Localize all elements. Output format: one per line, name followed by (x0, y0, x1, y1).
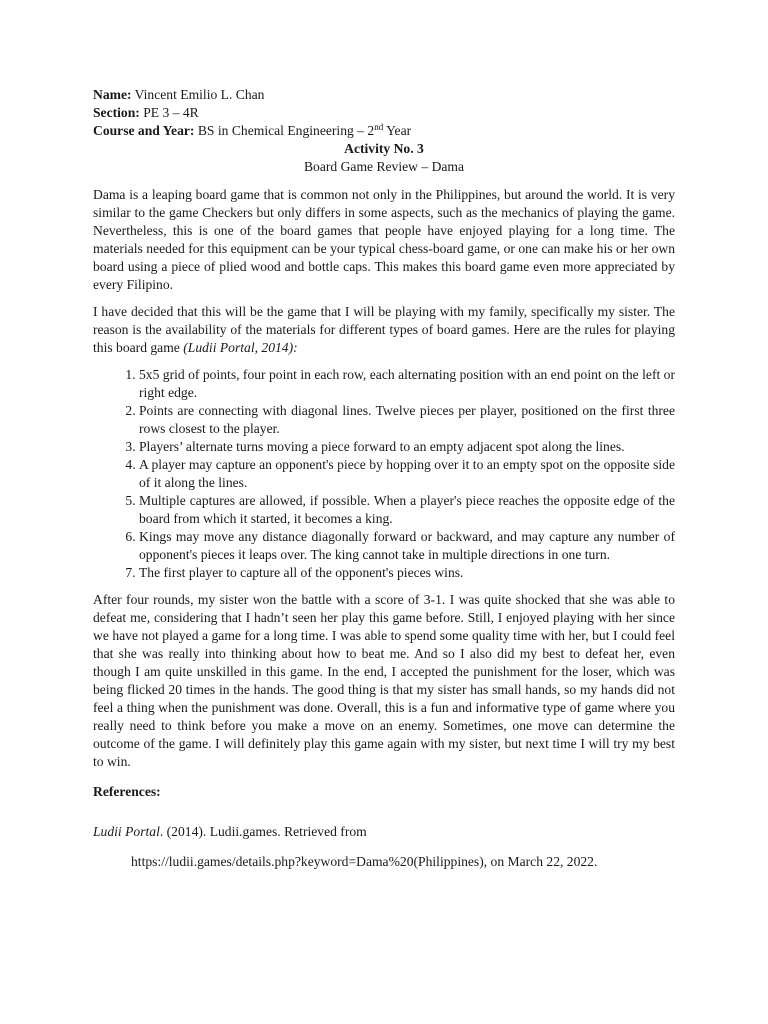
course-label: Course and Year: (93, 123, 195, 138)
section-label: Section: (93, 105, 140, 120)
review-subtitle: Board Game Review – Dama (303, 159, 465, 174)
rule-item: 4. A player may capture an opponent's piece by hopping over it to an empty spot on the opposite side of it along the lines. (139, 456, 675, 492)
rules-list (93, 366, 675, 582)
rule-item: 6. Kings may move any distance diagonally forward or backward, and may capture any number of opponent's pieces it leaps over. The king cannot take in multiple directions in one turn. (139, 528, 675, 564)
activity-title: Activity No. 3 (344, 141, 424, 156)
course-line (93, 122, 675, 140)
reference-entry (93, 823, 675, 841)
document-content (93, 86, 675, 871)
rule-item: 7. The first player to capture all of the opponent's pieces wins. (139, 564, 675, 582)
references-heading: References: (93, 784, 161, 799)
section-value: PE 3 – 4R (143, 105, 199, 120)
rules-intro-text: I have decided that this will be the game that I will be playing with my family, specifically my sister. The reason is the availability of the materials for different types of board games. Here are the rules for playing this board game (93, 304, 675, 355)
course-superscript: nd (374, 122, 384, 132)
rule-item: 3. Players’ alternate turns moving a piece forward to an empty adjacent spot along the lines. (139, 438, 675, 456)
rule-item: 2. Points are connecting with diagonal lines. Twelve pieces per player, positioned on the first three rows closest to the player. (139, 402, 675, 438)
name-line (93, 86, 675, 104)
course-value-tail: Year (386, 123, 412, 138)
name-label: Name: (93, 87, 132, 102)
rules-intro-paragraph (93, 303, 675, 357)
reference-source-rest: . (2014). Ludii.games. Retrieved from (159, 824, 367, 839)
rule-item: 5. Multiple captures are allowed, if possible. When a player's piece reaches the opposite edge of the board from which it started, it becomes a king. (139, 492, 675, 528)
course-value: BS in Chemical Engineering – 2 (197, 123, 375, 138)
intro-paragraph: Dama is a leaping board game that is common not only in the Philippines, but around the world. It is very similar to the game Checkers but only differs in some aspects, such as the mechanics of playing the game. Nevertheless, this is one of the board games that people have enjoyed playing for a long time. The materials needed for this equipment can be your typical chess-board game, or one can make his or her own board using a piece of plied wood and bottle caps. This makes this board game even more appreciated by every Filipino. (93, 187, 675, 292)
name-value: Vincent Emilio L. Chan (134, 87, 265, 102)
rules-citation: (Ludii Portal, 2014): (183, 340, 298, 355)
reference-source-title: Ludii Portal (93, 824, 160, 839)
rule-item: 1. 5x5 grid of points, four point in each row, each alternating position with an end point on the left or right edge. (139, 366, 675, 402)
section-line (93, 104, 675, 122)
conclusion-paragraph: After four rounds, my sister won the battle with a score of 3-1. I was quite shocked that she was able to defeat me, considering that I hadn’t seen her play this game before. Still, I enjoyed playing with her since we have not played a game for a long time. I was able to spend some quality time with her, but I could feel that she was really into thinking about how to beat me. And so I also did my best to defeat her, even though I am quite unskilled in this game. In the end, I accepted the punishment for the loser, which was being flicked 20 times in the hands. The good thing is that my sister has small hands, so my hands did not feel a thing when the punishment was done. Overall, this is a fun and informative type of game where you really need to think before you make a move on an enemy. Sometimes, one move can determine the outcome of the game. I will definitely play this game again with my sister, but next time I will try my best to win. (93, 592, 675, 769)
reference-url-line: https://ludii.games/details.php?keyword=Dama%20(Philippines), on March 22, 2022. (131, 854, 598, 869)
